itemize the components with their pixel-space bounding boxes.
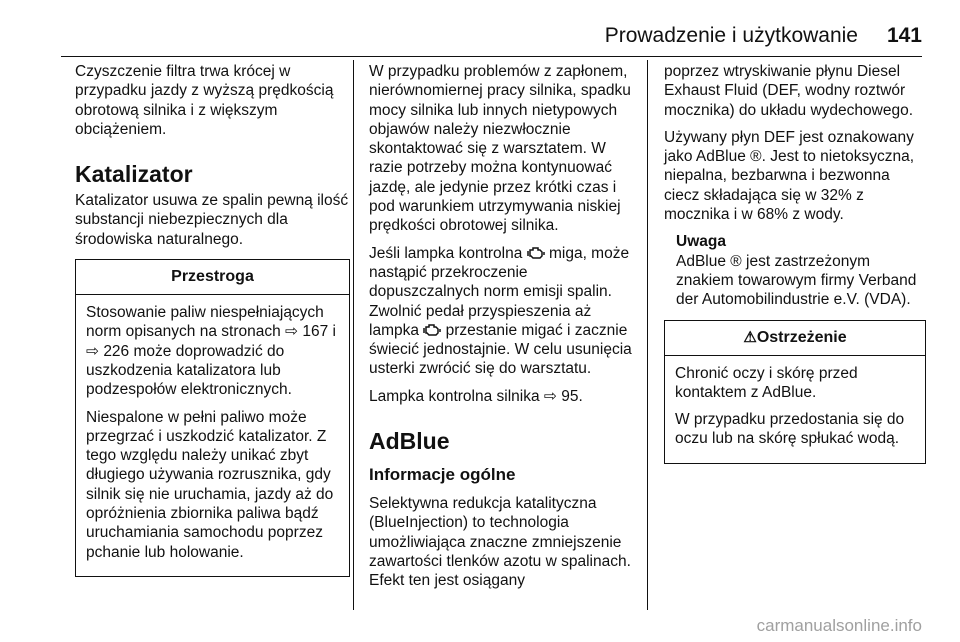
warning-paragraph-1: Chronić oczy i skórę przed kontaktem z AdBlue. [675, 364, 858, 401]
scr-paragraph: Selektywna redukcja katalityczna (BlueInjection) to technologia umożliwiająca znaczne zmniejszenie zawartości tlenków azotu w spalinach. Efekt ten jest osiągany [369, 495, 631, 590]
page-ref-arrow-icon: ⇨ [86, 342, 99, 360]
section-heading-catalyst: Katalizator [75, 161, 193, 188]
engine-lamp-reference: Lampka kontrolna silnika ⇨ 95. [369, 387, 583, 405]
page-ref-arrow-icon: ⇨ [285, 323, 299, 341]
page-ref-arrow-icon: ⇨ [543, 387, 557, 405]
page-ref-link[interactable]: 95 [561, 387, 579, 405]
page-ref-link[interactable]: 167 [302, 323, 329, 341]
caution-body [76, 295, 349, 576]
section-heading-adblue: AdBlue [369, 428, 450, 455]
warning-body [665, 356, 925, 463]
caution-paragraph-2: Niespalone w pełni paliwo może przegrzać i uszkodzić katalizator. Z tego względu należy unikać zbyt długiego używania rozrusznika, gdy silnik się nie uruchamia, jazdy aż do opróżnienia zbiornika paliwa bądź uruchamiania samochodu poprzez pchanie lub holowanie. [86, 408, 334, 561]
warning-box [664, 320, 926, 464]
engine-problem-paragraph: W przypadku problemów z zapłonem, nierównomiernej pracy silnika, spadku mocy silnika lub innych nietypowych objawów należy niezwłocznie skontaktować się z warsztatem. W razie potrzeby można kontynuować jazdę, ale jedynie przez krótki czas i pod warunkiem utrzymywania niskiej prędkości obrotowej silnika. [369, 63, 631, 235]
subheading-general-info: Informacje ogólne [369, 465, 516, 485]
engine-warning-lamp-icon [527, 246, 545, 260]
column-3 [664, 62, 926, 464]
page-number: 141 [886, 24, 922, 47]
engine-warning-lamp-icon [423, 323, 441, 337]
note-title: Uwaga [676, 233, 726, 251]
page-ref-link[interactable]: 226 [103, 342, 130, 360]
warning-lamp-paragraph: Jeśli lampka kontrolna miga, może nastąpić przekroczenie dopuszczalnych norm emisji spalin. Zwolnić pedał przyspieszenia aż lampka przestanie migać i zacznie świecić jednostajnie. W celu usunięcia usterki zwrócić się do warsztatu. [369, 244, 632, 378]
warning-title: Ostrzeżenie [756, 328, 847, 346]
warning-triangle-icon: ⚠ [743, 328, 757, 346]
column-1 [75, 62, 350, 577]
watermark: carmanualsonline.info [756, 616, 922, 635]
column-2 [369, 62, 637, 599]
page-header [0, 0, 960, 60]
warning-header [665, 321, 925, 356]
catalyst-paragraph: Katalizator usuwa ze spalin pewną ilość substancji niebezpiecznych dla środowiska naturalnego. [75, 192, 349, 248]
caution-title: Przestroga [76, 260, 349, 295]
caution-paragraph-1: Stosowanie paliw niespełniających norm opisanych na stronach ⇨ 167 i ⇨ 226 może doprowadzić do uszkodzenia katalizatora lub podzespołów elektronicznych. [86, 304, 336, 399]
caution-box [75, 259, 350, 577]
warning-paragraph-2: W przypadku przedostania się do oczu lub na skórę spłukać wodą. [675, 411, 905, 448]
column-divider [647, 60, 648, 610]
def-injection-paragraph: poprzez wtryskiwanie płynu Diesel Exhaust Fluid (DEF, wodny roztwór mocznika) do układu wydechowego. [664, 63, 913, 119]
note-text: AdBlue ® jest zastrzeżonym znakiem towarowym firmy Verband der Automobilindustrie e.V. (VDA). [676, 252, 917, 309]
header-title: Prowadzenie i użytkowanie [604, 24, 858, 47]
def-description-paragraph: Używany płyn DEF jest oznakowany jako AdBlue ®. Jest to nietoksyczna, niepalna, bezbarwna i bezwonna ciecz składająca się w 32% z mocznika i w 68% z wody. [664, 128, 915, 224]
dpf-cleaning-paragraph: Czyszczenie filtra trwa krócej w przypadku jazdy z wyższą prędkością obrotową silnika i z większym obciążeniem. [75, 63, 334, 138]
header-rule [61, 56, 922, 57]
note-block [676, 232, 926, 309]
column-divider [353, 60, 354, 610]
